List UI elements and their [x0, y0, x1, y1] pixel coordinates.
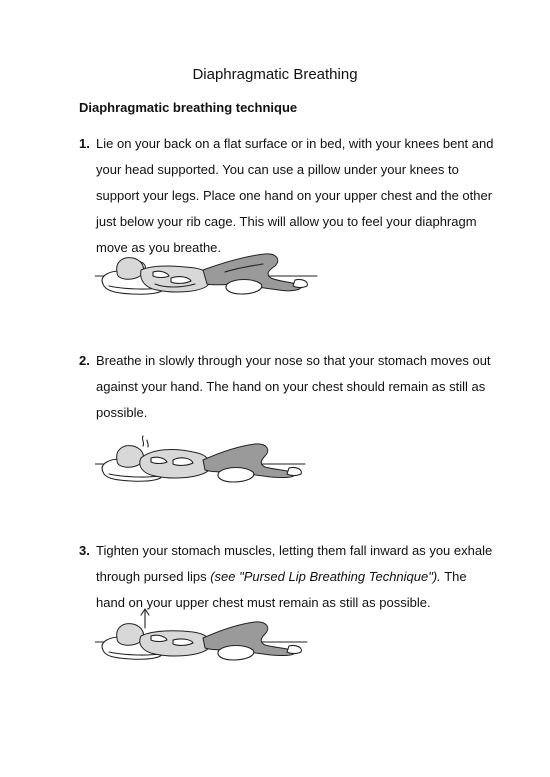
breath-mark — [142, 436, 143, 446]
step-text-reference: (see "Pursed Lip Breathing Technique"). — [210, 569, 441, 584]
section-heading: Diaphragmatic breathing technique — [79, 100, 298, 115]
lying-figure-illustration — [95, 248, 325, 306]
step-text: Breathe in slowly through your nose so that your stomach moves out against your hand. The hand on your chest should remain as still as possible. — [96, 353, 491, 420]
step-text: Lie on your back on a flat surface or in bed, with your knees bent and your head supported. You can use a pillow under your knees to support your legs. Place one hand on your upper chest and the other just below your rib cage. This will allow you to feel your diaphragm move as you breathe. — [96, 136, 494, 255]
step-number: 1. — [79, 136, 90, 151]
page-title: Diaphragmatic Breathing — [192, 66, 358, 83]
step-number: 3. — [79, 543, 90, 558]
step-text — [96, 538, 499, 616]
lying-figure-exhale-illustration — [95, 606, 325, 668]
step-text-part: The hand on your upper chest must remain as still as possible. — [96, 569, 467, 610]
step-1 — [79, 136, 499, 261]
step-text-part: Tighten your stomach muscles, letting them fall inward as you exhale through pursed lips — [96, 543, 493, 584]
step-2 — [79, 353, 499, 426]
step-number: 2. — [79, 353, 90, 368]
lying-figure-inhale-illustration — [95, 430, 325, 492]
